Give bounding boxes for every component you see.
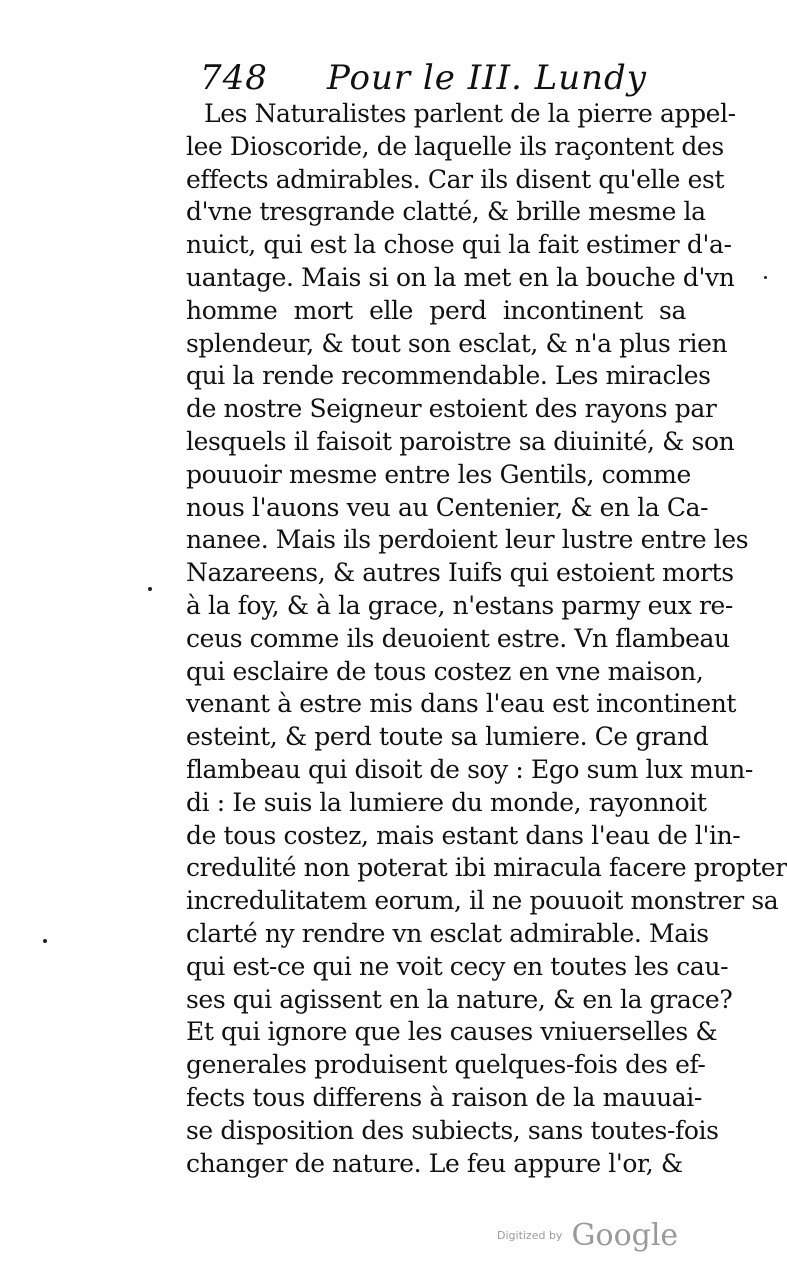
page-header [200,58,680,98]
running-title: Pour le III. Lundy [327,58,647,98]
text-line: nanee. Mais ils perdoient leur lustre entre les [186,525,749,555]
text-line: d'vne tresgrande clatté, & brille mesme la [186,197,706,227]
text-line: se disposition des subiects, sans toutes-fois [186,1115,719,1145]
text-line: de tous costez, mais estant dans l'eau de l'in- [186,820,741,850]
text-line: ceus comme ils deuoient estre. Vn flambeau [186,623,730,653]
ink-speck [148,587,152,591]
ink-speck [764,276,767,279]
page-number: 748 [200,58,268,98]
text-line: Nazareens, & autres Iuifs qui estoient morts [186,558,734,588]
text-line: venant à estre mis dans l'eau est incontinent [186,689,737,719]
text-line: qui la rende recommendable. Les miracles [186,361,711,391]
text-line: de nostre Seigneur estoient des rayons par [186,394,717,424]
text-line: Et qui ignore que les causes vniuerselles & [186,1017,718,1047]
google-logo: Google [571,1218,679,1253]
text-line: qui esclaire de tous costez en vne maison, [186,656,704,686]
text-line: pouuoir mesme entre les Gentils, comme [186,459,691,489]
text-line: clarté ny rendre vn esclat admirable. Mais [186,918,709,948]
text-line: à la foy, & à la grace, n'estans parmy eux re- [186,590,733,620]
digitized-watermark [497,1218,678,1253]
text-line: lee Dioscoride, de laquelle ils raçontent des [186,131,724,161]
text-line: splendeur, & tout son esclat, & n'a plus rien [186,328,728,358]
text-line: uantage. Mais si on la met en la bouche d'vn [186,262,735,292]
text-line: changer de nature. Le feu appure l'or, & [186,1148,683,1178]
text-line: esteint, & perd toute sa lumiere. Ce grand [186,722,709,752]
watermark-prefix: Digitized by [497,1229,563,1242]
text-line: Les Naturalistes parlent de la pierre appel- [204,99,736,128]
text-line: nous l'auons veu au Centenier, & en la Ca- [186,492,709,522]
body-text [186,98,787,1180]
text-line: effects admirables. Car ils disent qu'elle est [186,164,725,194]
text-line: ses qui agissent en la nature, & en la grace? [186,984,733,1014]
text-line: fects tous differens à raison de la mauuai- [186,1082,702,1112]
text-line: homme mort elle perd incontinent sa [186,295,686,325]
text-line: flambeau qui disoit de soy : Ego sum lux mun- [186,754,753,784]
text-line: credulité non poterat ibi miracula facere propter [186,853,787,883]
text-line: lesquels il faisoit paroistre sa diuinité, & son [186,426,735,456]
ink-speck [43,939,47,943]
text-line: incredulitatem eorum, il ne pouuoit monstrer sa [186,886,779,916]
text-line: generales produisent quelques-fois des ef- [186,1050,706,1080]
text-line: nuict, qui est la chose qui la fait estimer d'a- [186,230,732,260]
text-line: di : Ie suis la lumiere du monde, rayonnoit [186,787,707,817]
text-line: qui est-ce qui ne voit cecy en toutes les cau- [186,951,729,981]
